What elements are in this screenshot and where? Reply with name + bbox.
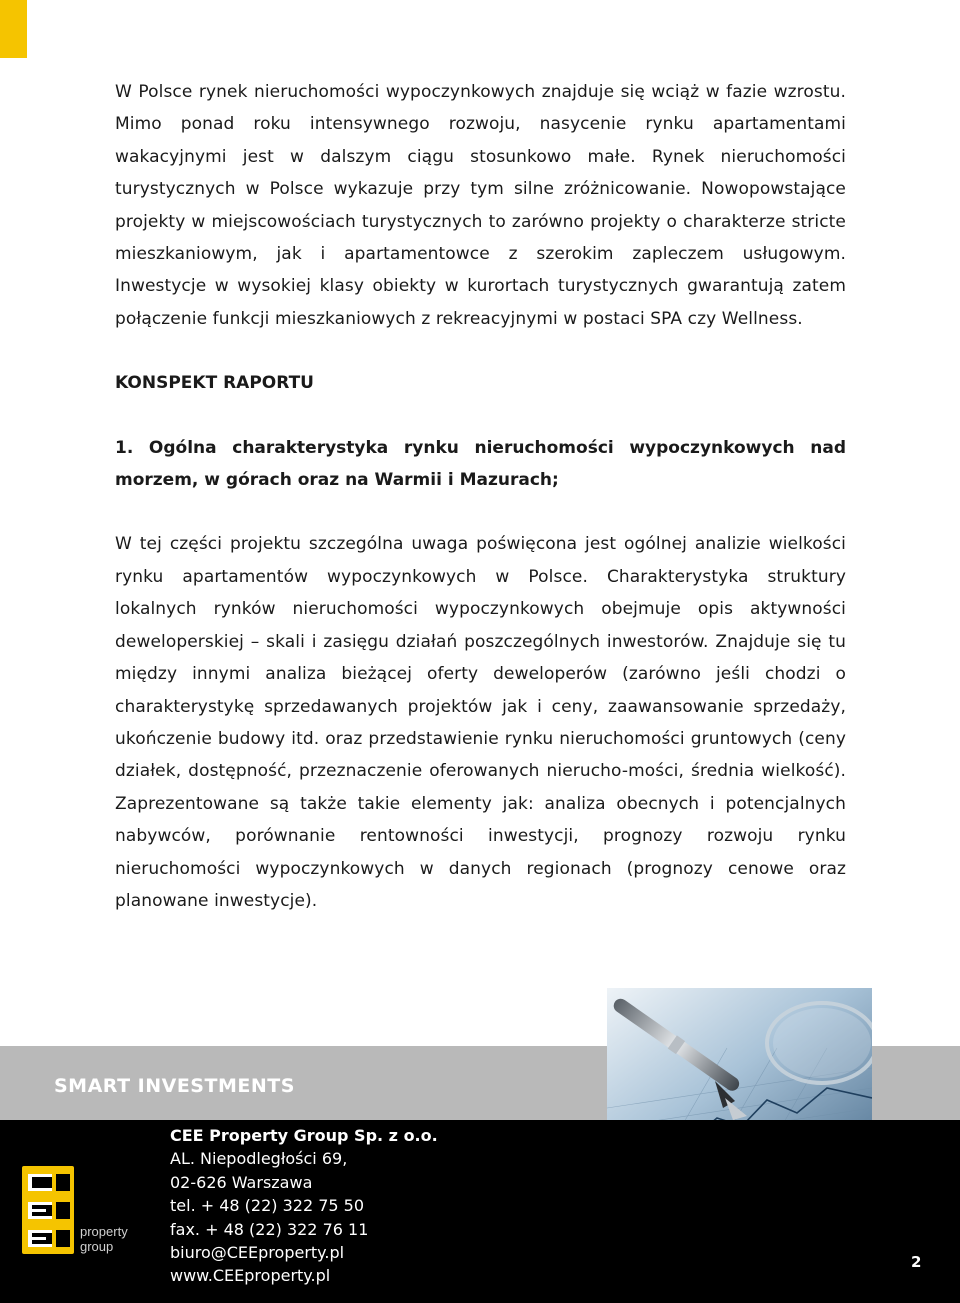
section-heading-konspekt: KONSPEKT RAPORTU	[115, 373, 314, 394]
section-1-paragraph: W tej części projektu szczególna uwaga poświęcona jest ogólnej analizie wielkości rynku apartamentów wypoczynkowych w Polsce. Charakterystyka struktury lokalnych rynków nieruchomości wypoczynkowych obejmuje opis aktywności deweloperskiej – skali i zasięgu działań poszczególnych inwestorów. Znajduje się tu między innymi analiza bieżącej oferty deweloperów (zarówno jeśli chodzi o charakterystykę sprzedawanych projektów jak i ceny, zaawansowanie sprzedaży, ukończenie budowy itd. oraz przedstawienie rynku nieruchomości gruntowych (ceny działek, dostępność, przeznaczenie oferowanych nierucho-mości, średnia wielkość). Zaprezentowane są także takie elementy jak: analiza obecnych i potencjalnych nabywców, porównanie rentowności inwestycji, prognozy rozwoju rynku nieruchomości wypoczynkowych w danych regionach (prognozy cenowe oraz planowane inwestycje).	[115, 534, 846, 911]
page-number: 2	[911, 1253, 922, 1271]
footer-tagline: SMART INVESTMENTS	[54, 1075, 295, 1097]
address-line-2: 02-626 Warszawa	[170, 1172, 313, 1192]
section-heading-1: 1. Ogólna charakterystyka rynku nieruchomości wypoczynkowych nad morzem, w górach oraz na Warmii i Mazurach;	[115, 437, 846, 491]
logo-wordmark	[80, 1224, 128, 1254]
corner-accent-tab	[0, 0, 27, 58]
fax-number: fax. + 48 (22) 322 76 11	[170, 1219, 369, 1239]
email-link[interactable]: biuro@CEEproperty.pl	[170, 1243, 345, 1263]
document-body	[115, 76, 846, 917]
contact-block	[170, 1124, 438, 1288]
logo-wordmark-line2: group	[80, 1239, 114, 1254]
intro-paragraph: W Polsce rynek nieruchomości wypoczynkowych znajduje się wciąż w fazie wzrostu. Mimo ponad roku intensywnego rozwoju, nasycenie rynku apartamentami wakacyjnymi jest w dalszym ciągu stosunkowo małe. Rynek nieruchomości turystycznych w Polsce wykazuje przy tym silne zróżnicowanie. Nowopowstające projekty w miejscowościach turystycznych to zarówno projekty o charakterze stricte mieszkaniowym, jak i apartamentowce z szerokim zapleczem usługowym. Inwestycje w wysokiej klasy obiekty w kurortach turystycznych gwarantują zatem połączenie funkcji mieszkaniowych z rekreacyjnymi w postaci SPA czy Wellness.	[115, 82, 846, 329]
company-name: CEE Property Group Sp. z o.o.	[170, 1126, 438, 1145]
address-line-1: AL. Niepodległości 69,	[170, 1149, 348, 1169]
phone-number: tel. + 48 (22) 322 75 50	[170, 1196, 365, 1216]
logo-wordmark-line1: property	[80, 1224, 128, 1239]
website-link[interactable]: www.CEEproperty.pl	[170, 1266, 331, 1286]
